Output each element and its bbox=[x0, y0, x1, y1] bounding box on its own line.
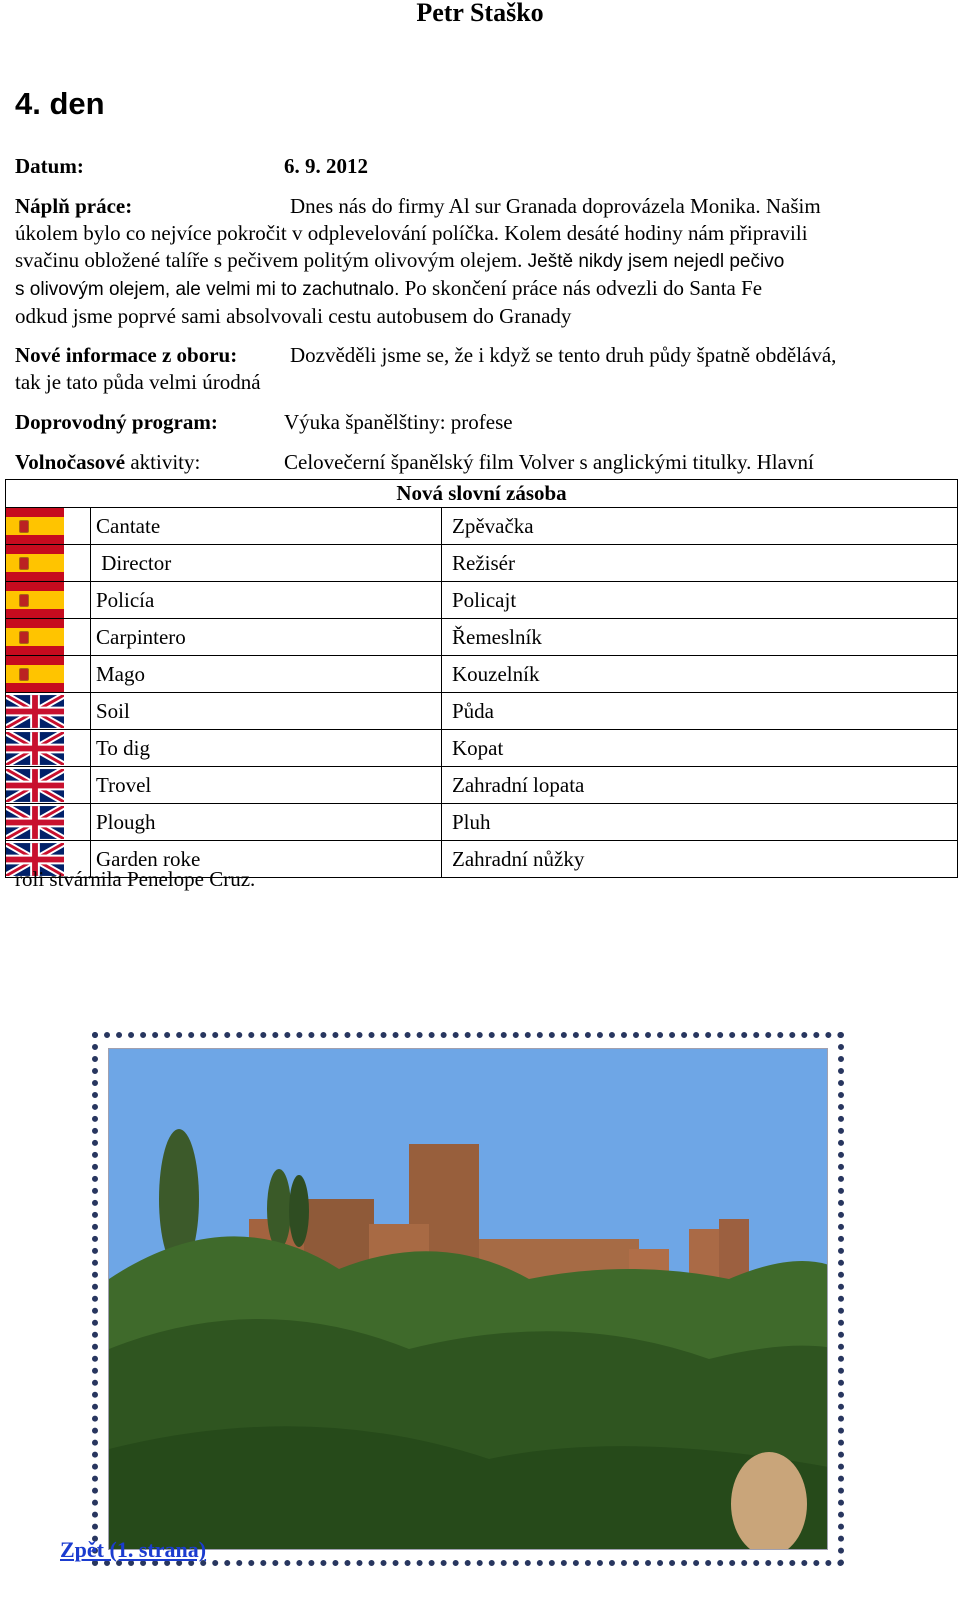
vocab-word: Policía bbox=[91, 582, 442, 619]
vocab-translation: Policajt bbox=[442, 582, 958, 619]
program-label: Doprovodný program: bbox=[15, 410, 218, 434]
vocab-word: To dig bbox=[91, 730, 442, 767]
vocab-row bbox=[6, 693, 958, 730]
info-text-rest: tak je tato půda velmi úrodná bbox=[15, 370, 261, 394]
uk-flag-svg bbox=[6, 732, 64, 765]
vocab-translation: Zpěvačka bbox=[442, 508, 958, 545]
vocab-word: Plough bbox=[91, 804, 442, 841]
spain-flag-graphic bbox=[6, 508, 64, 544]
vocab-word: Cantate bbox=[91, 508, 442, 545]
program-value: Výuka španělštiny: profese bbox=[284, 410, 513, 434]
flag-cell bbox=[6, 582, 91, 619]
vocab-row bbox=[6, 619, 958, 656]
vocab-translation: Půda bbox=[442, 693, 958, 730]
spain-flag-graphic bbox=[6, 582, 64, 618]
page-title: 4. den bbox=[15, 86, 105, 121]
free-text-first: Celovečerní španělský film Volver s anglickými titulky. Hlavní bbox=[284, 450, 814, 474]
flag-cell bbox=[6, 767, 91, 804]
vocab-word: Mago bbox=[91, 656, 442, 693]
info-label: Nové informace z oboru: bbox=[15, 343, 238, 367]
vocab-translation: Zahradní nůžky bbox=[442, 841, 958, 878]
info-paragraph bbox=[15, 342, 940, 396]
flag-cell bbox=[6, 693, 91, 730]
work-text-first: Dnes nás do firmy Al sur Granada doprovázela Monika. Našim bbox=[290, 194, 821, 218]
flag-cell bbox=[6, 656, 91, 693]
work-paragraph bbox=[15, 193, 940, 330]
spain-flag-graphic bbox=[6, 656, 64, 692]
vocab-row bbox=[6, 656, 958, 693]
vocab-word: Soil bbox=[91, 693, 442, 730]
uk-flag-svg bbox=[6, 806, 64, 839]
work-text-line: s olivovým olejem, ale velmi mi to zachutnalo. bbox=[15, 279, 400, 300]
vocab-translation: Kopat bbox=[442, 730, 958, 767]
free-label-rest: aktivity: bbox=[125, 450, 201, 474]
vocab-translation: Režisér bbox=[442, 545, 958, 582]
work-label: Náplň práce: bbox=[15, 194, 133, 218]
vocab-row bbox=[6, 804, 958, 841]
work-text-line: Po skončení práce nás odvezli do Santa Fe bbox=[399, 276, 763, 300]
vocab-row bbox=[6, 582, 958, 619]
uk-flag-svg bbox=[6, 769, 64, 802]
work-text-line: svačinu obložené talíře s pečivem politým olivovým olejem. bbox=[15, 248, 528, 272]
flag-cell bbox=[6, 508, 91, 545]
photo-frame bbox=[92, 1032, 844, 1566]
flag-cell bbox=[6, 730, 91, 767]
flag-cell bbox=[6, 545, 91, 582]
vocabulary-body bbox=[6, 508, 958, 878]
vocab-word: Carpintero bbox=[91, 619, 442, 656]
free-text-rest: roli stvárnila Penelope Cruz. bbox=[15, 867, 256, 891]
free-label-bold: Volnočasové bbox=[15, 450, 126, 474]
vocab-translation: Zahradní lopata bbox=[442, 767, 958, 804]
work-text-line: odkud jsme poprvé sami absolvovali cestu autobusem do Granady bbox=[15, 304, 572, 328]
vocab-word: Garden roke bbox=[91, 841, 442, 878]
vocab-translation: Kouzelník bbox=[442, 656, 958, 693]
vocab-translation: Řemeslník bbox=[442, 619, 958, 656]
vocab-row bbox=[6, 767, 958, 804]
work-text-line: úkolem bylo co nejvíce pokročit v odplevelování políčka. Kolem desáté hodiny nám připravili bbox=[15, 221, 808, 245]
vocab-row bbox=[6, 508, 958, 545]
author-name: Petr Staško bbox=[416, 0, 544, 27]
info-text-first: Dozvěděli jsme se, že i když se tento druh půdy špatně obdělává, bbox=[290, 343, 837, 367]
vocab-row bbox=[6, 730, 958, 767]
vocab-row bbox=[6, 545, 958, 582]
vocabulary-heading: Nová slovní zásoba bbox=[6, 480, 958, 508]
flag-cell bbox=[6, 619, 91, 656]
alhambra-illustration bbox=[109, 1049, 828, 1550]
spain-flag-graphic bbox=[6, 545, 64, 581]
date-value: 6. 9. 2012 bbox=[284, 154, 368, 178]
back-link[interactable]: Zpět (1. strana) bbox=[60, 1537, 207, 1562]
flag-cell bbox=[6, 804, 91, 841]
vocab-word: Trovel bbox=[91, 767, 442, 804]
free-label bbox=[15, 449, 200, 476]
date-label: Datum: bbox=[15, 154, 84, 178]
vocabulary-table bbox=[5, 479, 958, 878]
spain-flag-graphic bbox=[6, 619, 64, 655]
vocab-translation: Pluh bbox=[442, 804, 958, 841]
vocab-word: Director bbox=[91, 545, 442, 582]
uk-flag-svg bbox=[6, 695, 64, 728]
alhambra-photo bbox=[108, 1048, 828, 1550]
work-text-line: Ještě nikdy jsem nejedl pečivo bbox=[527, 251, 785, 272]
